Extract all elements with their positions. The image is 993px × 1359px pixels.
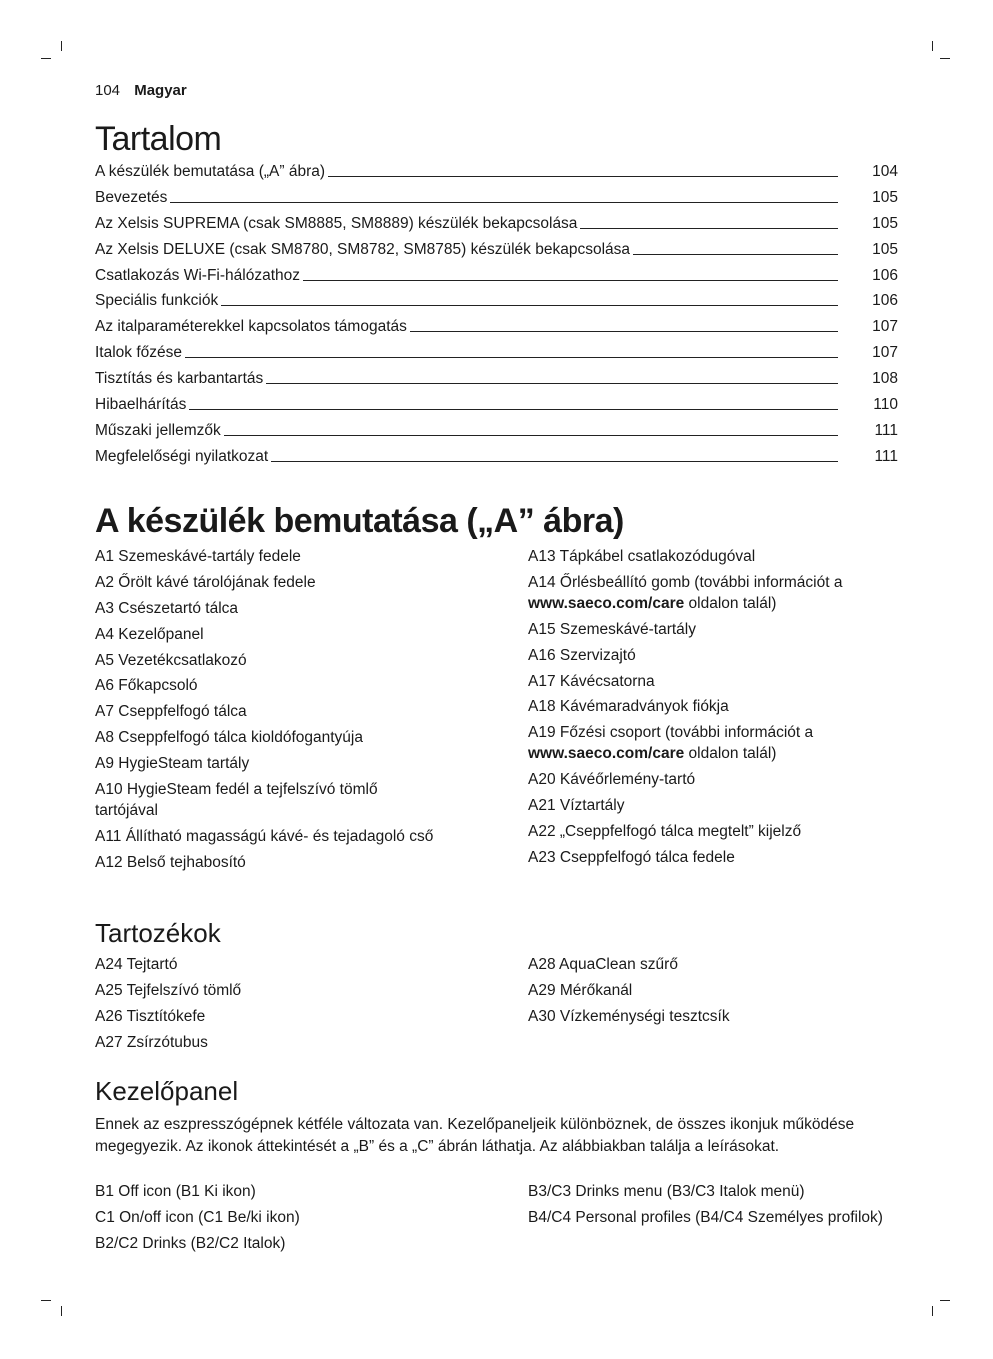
toc-leader (410, 331, 838, 332)
saeco-care-link[interactable]: www.saeco.com/care (528, 594, 685, 612)
saeco-care-link[interactable]: www.saeco.com/care (528, 745, 685, 763)
toc-entry[interactable] (95, 318, 898, 344)
toc-leader (266, 383, 838, 384)
list-item: A21 Víztartály (528, 797, 625, 815)
crop-mark (932, 41, 933, 51)
list-item: A10 HygieSteam fedél a tejfelszívó tömlő tartójával (95, 781, 378, 820)
toc-title: Tartalom (95, 120, 222, 158)
overview-left-column (95, 546, 495, 878)
crop-mark (61, 1306, 62, 1316)
toc-entry[interactable] (95, 292, 898, 318)
toc-leader (185, 357, 838, 358)
crop-mark (61, 41, 62, 51)
list-item: B2/C2 Drinks (B2/C2 Italok) (95, 1234, 286, 1252)
toc-leader (303, 280, 838, 281)
toc-entry-label: Tisztítás és karbantartás (95, 370, 264, 388)
list-item: A17 Kávécsatorna (528, 672, 655, 690)
list-item: A4 Kezelőpanel (95, 625, 204, 643)
toc-entry-page: 110 (873, 396, 898, 414)
crop-mark (940, 58, 950, 59)
toc-entry[interactable] (95, 241, 898, 267)
list-item: A5 Vezetékcsatlakozó (95, 651, 247, 669)
crop-mark (932, 1306, 933, 1316)
toc-leader (580, 228, 838, 229)
overview-right-column (528, 546, 898, 873)
toc-entry-page: 105 (872, 240, 898, 258)
list-item-text: A19 Főzési csoport (további információt a (528, 724, 814, 742)
toc-entry-label: Italok főzése (95, 344, 183, 362)
list-item: B3/C3 Drinks menu (B3/C3 Italok menü) (528, 1183, 805, 1200)
toc-entry-page: 106 (872, 266, 898, 284)
toc-entry-page: 111 (874, 447, 898, 465)
list-item: A28 AquaClean szűrő (528, 956, 678, 973)
toc-leader (633, 254, 838, 255)
toc-entry[interactable] (95, 396, 898, 422)
list-item (528, 572, 898, 614)
toc-entry[interactable] (95, 163, 898, 189)
toc-leader (170, 202, 838, 203)
list-item: B1 Off icon (B1 Ki ikon) (95, 1183, 256, 1200)
list-item: A29 Mérőkanál (528, 981, 633, 999)
accessories-right-column (528, 954, 898, 1032)
list-item: A25 Tejfelszívó tömlő (95, 981, 242, 999)
toc-entry[interactable] (95, 267, 898, 293)
toc-leader (271, 461, 838, 462)
toc-entry[interactable] (95, 422, 898, 448)
crop-mark (41, 1300, 51, 1301)
list-item: A23 Cseppfelfogó tálca fedele (528, 848, 735, 866)
list-item: A15 Szemeskávé-tartály (528, 620, 696, 638)
list-item-text: A14 Őrlésbeállító gomb (további információt a (528, 573, 843, 591)
toc-entry-label: A készülék bemutatása („A” ábra) (95, 163, 326, 180)
list-item: A22 „Cseppfelfogó tálca megtelt” kijelző (528, 823, 802, 841)
list-item: A2 Őrölt kávé tárolójának fedele (95, 573, 316, 591)
toc-entry[interactable] (95, 189, 898, 215)
list-item-text: oldalon talál) (688, 745, 777, 763)
list-item: A6 Főkapcsoló (95, 677, 198, 695)
toc-entry-page: 104 (872, 163, 898, 180)
crop-mark (940, 1300, 950, 1301)
overview-title: A készülék bemutatása („A” ábra) (95, 502, 624, 540)
control-panel-title: Kezelőpanel (95, 1076, 239, 1106)
accessories-title: Tartozékok (95, 918, 221, 948)
toc-entry[interactable] (95, 215, 898, 241)
list-item: A24 Tejtartó (95, 956, 178, 973)
toc-entry-label: Az Xelsis SUPREMA (csak SM8885, SM8889) készülék bekapcsolása (95, 214, 578, 232)
accessories-left-column (95, 954, 495, 1058)
toc-entry-page: 106 (872, 292, 898, 310)
control-panel-intro: Ennek az eszpresszógépnek kétféle változata van. Kezelőpaneljeik különböznek, de összes ikonjuk működése megegyezik. Az ikonok áttekintését a „B” és a „C” ábrán láthatja. Az alábbiakban találja a leírásokat. (95, 1116, 855, 1155)
toc-entry-page: 107 (872, 344, 898, 362)
list-item: A11 Állítható magasságú kávé- és tejadagoló cső (95, 827, 434, 845)
list-item: A27 Zsírzótubus (95, 1033, 208, 1051)
control-panel-left-column (95, 1181, 495, 1259)
list-item-text: oldalon talál) (688, 594, 777, 612)
language-label: Magyar (134, 82, 187, 99)
toc-entry-page: 105 (872, 214, 898, 232)
list-item: A13 Tápkábel csatlakozódugóval (528, 548, 756, 565)
toc-entry-label: Az italparaméterekkel kapcsolatos támogatás (95, 318, 407, 336)
toc-entry-label: Csatlakozás Wi-Fi-hálózathoz (95, 266, 301, 284)
toc-leader (189, 409, 838, 410)
toc-entry-label: Bevezetés (95, 188, 168, 206)
list-item: C1 On/off icon (C1 Be/ki ikon) (95, 1208, 300, 1226)
toc-entry[interactable] (95, 370, 898, 396)
list-item: A20 Kávéőrlemény-tartó (528, 771, 696, 789)
list-item: A3 Csészetartó tálca (95, 599, 239, 617)
list-item: B4/C4 Personal profiles (B4/C4 Személyes profilok) (528, 1208, 883, 1226)
table-of-contents (95, 163, 898, 474)
toc-leader (221, 305, 838, 306)
page-number: 104 (95, 82, 121, 99)
list-item: A18 Kávémaradványok fiókja (528, 698, 729, 716)
control-panel-right-column (528, 1181, 898, 1233)
page-header (95, 82, 187, 99)
toc-leader (224, 435, 838, 436)
toc-entry-page: 107 (872, 318, 898, 336)
list-item: A7 Cseppfelfogó tálca (95, 703, 247, 721)
list-item: A9 HygieSteam tartály (95, 755, 250, 773)
list-item: A1 Szemeskávé-tartály fedele (95, 548, 301, 565)
list-item: A30 Vízkeménységi tesztcsík (528, 1007, 730, 1025)
toc-entry-label: Az Xelsis DELUXE (csak SM8780, SM8782, SM8785) készülék bekapcsolása (95, 240, 630, 258)
toc-entry-page: 108 (872, 370, 898, 388)
toc-entry-label: Speciális funkciók (95, 292, 219, 310)
list-item (528, 722, 898, 764)
toc-entry-page: 105 (872, 188, 898, 206)
list-item: A8 Cseppfelfogó tálca kioldófogantyúja (95, 729, 363, 747)
toc-entry-label: Megfelelőségi nyilatkozat (95, 447, 269, 465)
toc-entry-page: 111 (874, 421, 898, 439)
toc-entry[interactable] (95, 344, 898, 370)
crop-mark (41, 58, 51, 59)
toc-leader (328, 176, 838, 177)
list-item: A26 Tisztítókefe (95, 1007, 206, 1025)
list-item: A16 Szervizajtó (528, 646, 636, 664)
list-item: A12 Belső tejhabosító (95, 853, 246, 871)
toc-entry-label: Hibaelhárítás (95, 396, 187, 414)
toc-entry[interactable] (95, 448, 898, 474)
toc-entry-label: Műszaki jellemzők (95, 421, 221, 439)
